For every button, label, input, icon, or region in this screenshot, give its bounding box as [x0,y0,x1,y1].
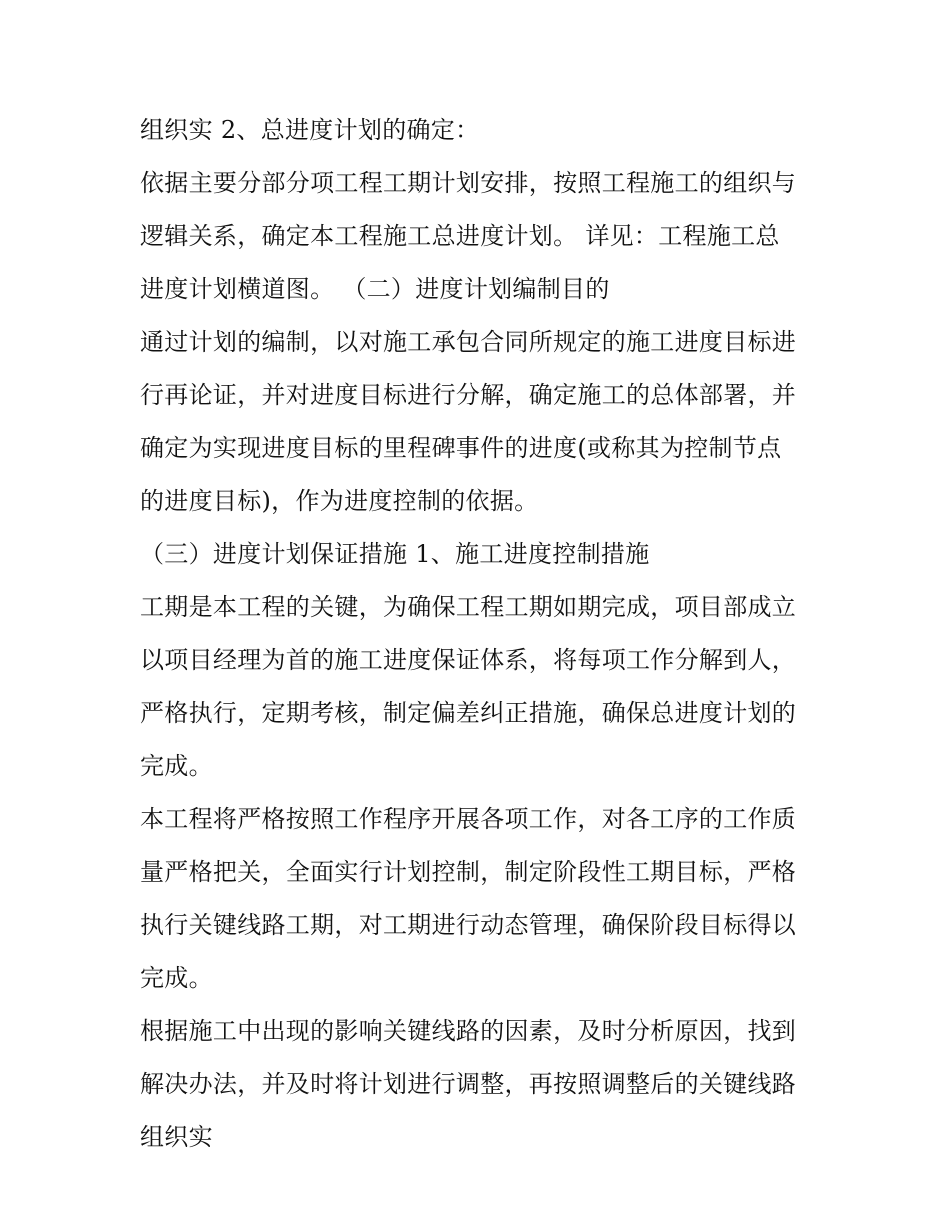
text-line: 进度计划横道图。 （二）进度计划编制目的 [140,275,610,303]
text-line: 本工程将严格按照工作程序开展各项工作，对各工序的工作质 [140,805,797,833]
text-line: 量严格把关，全面实行计划控制，制定阶段性工期目标，严格 [140,858,797,886]
text-line: 组织实 [140,1123,213,1151]
text-line: 行再论证，并对进度目标进行分解，确定施工的总体部署，并 [140,381,797,409]
text-line: 执行关键线路工期，对工期进行动态管理，确保阶段目标得以 [140,911,797,939]
text-line: 确定为实现进度目标的里程碑事件的进度(或称其为控制节点 [140,434,782,462]
text-line: 解决办法，并及时将计划进行调整，再按照调整后的关键线路 [140,1070,797,1098]
text-line: 完成。 [140,964,213,992]
text-line: 逻辑关系，确定本工程施工总进度计划。 详见：工程施工总 [140,222,780,250]
text-line: 根据施工中出现的影响关键线路的因素，及时分析原因，找到 [140,1017,797,1045]
text-line: 的进度目标)，作为进度控制的依据。 [140,487,539,515]
text-line: （三）进度计划保证措施 1、施工进度控制措施 [140,540,650,568]
text-line: 完成。 [140,752,213,780]
text-line: 以项目经理为首的施工进度保证体系，将每项工作分解到人， [140,646,797,674]
text-line: 通过计划的编制，以对施工承包合同所规定的施工进度目标进 [140,328,797,356]
text-line: 依据主要分部分项工程工期计划安排，按照工程施工的组织与 [140,169,797,197]
text-line: 组织实 2、总进度计划的确定： [140,116,480,144]
document-body [140,104,820,1164]
text-line: 严格执行，定期考核，制定偏差纠正措施，确保总进度计划的 [140,699,797,727]
text-line: 工期是本工程的关键，为确保工程工期如期完成，项目部成立 [140,593,797,621]
